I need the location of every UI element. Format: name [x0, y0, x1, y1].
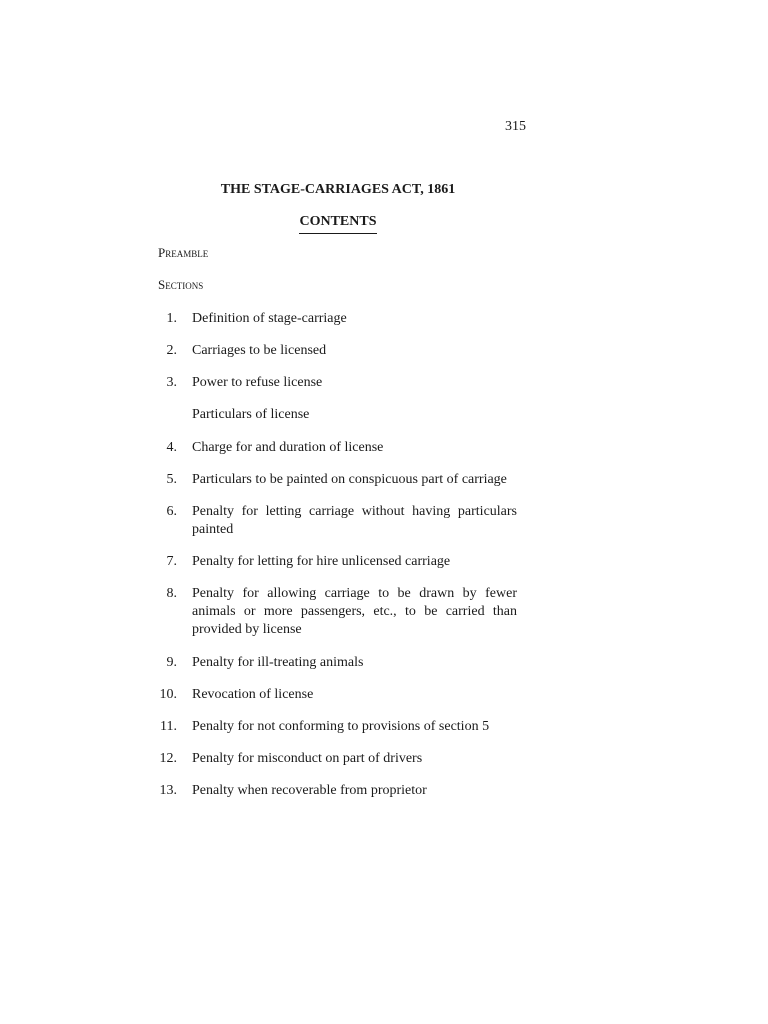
sections-label: Sections: [158, 277, 204, 292]
entry-number: 1.: [166, 311, 177, 326]
act-title: THE STAGE-CARRIAGES ACT, 1861: [220, 182, 456, 197]
entry-text: Penalty for ill-treating animals: [192, 655, 364, 670]
entry-number: 5.: [166, 472, 177, 487]
entry-text: Penalty for not conforming to provisions of section 5: [192, 719, 490, 734]
entry-number: 13.: [159, 783, 177, 798]
entry-text: Charge for and duration of license: [192, 440, 384, 455]
entry-text: Power to refuse license: [192, 375, 323, 390]
entry-number: 6.: [166, 504, 177, 519]
entry-text: Particulars of license: [192, 407, 310, 422]
entry-text: Penalty for letting for hire unlicensed carriage: [192, 554, 451, 569]
entry-number: 2.: [166, 343, 177, 358]
entry-text: Carriages to be licensed: [192, 343, 327, 358]
entry-text: Definition of stage-carriage: [192, 311, 347, 326]
page-number: 315: [505, 119, 526, 134]
entry-number: 11.: [160, 719, 177, 734]
entry-text: Penalty for allowing carriage to be drawn by fewer animals or more passengers, etc., to be carried than provided by license: [192, 586, 517, 637]
preamble-label: Preamble: [158, 245, 209, 260]
entry-text: Particulars to be painted on conspicuous part of carriage: [192, 472, 507, 487]
entry-number: 12.: [159, 751, 177, 766]
entry-number: 4.: [166, 440, 177, 455]
contents-heading: CONTENTS: [299, 214, 377, 234]
entry-text: Penalty for misconduct on part of drivers: [192, 751, 423, 766]
entry-text: Penalty for letting carriage without having particulars painted: [192, 504, 517, 537]
entry-number: 10.: [159, 687, 177, 702]
entry-number: 8.: [166, 586, 177, 601]
entry-number: 7.: [166, 554, 177, 569]
entry-number: 9.: [166, 655, 177, 670]
entry-number: 3.: [166, 375, 177, 390]
entry-text: Penalty when recoverable from proprietor: [192, 783, 427, 798]
entry-text: Revocation of license: [192, 687, 314, 702]
